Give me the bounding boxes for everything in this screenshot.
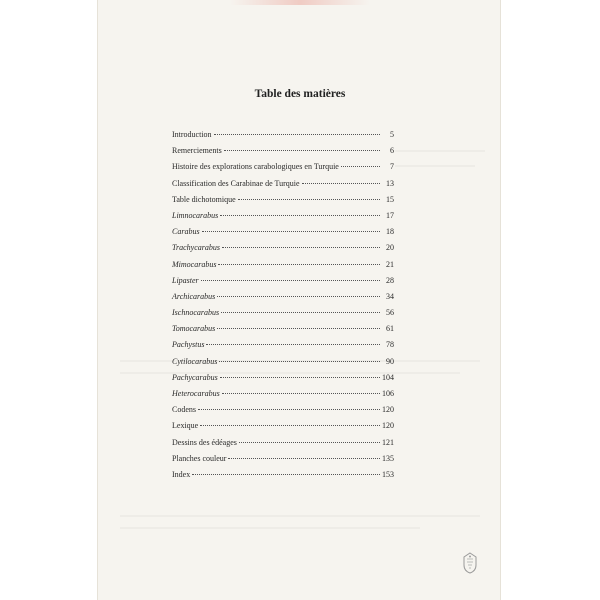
table-of-contents: [172, 130, 394, 486]
toc-dot-leader: [206, 344, 380, 345]
toc-dot-leader: [202, 231, 380, 232]
toc-dot-leader: [218, 264, 380, 265]
toc-entry-page-number: 20: [386, 243, 394, 253]
show-through: [120, 527, 420, 529]
toc-entry: [172, 340, 394, 356]
toc-entry: [172, 179, 394, 195]
toc-entry-page-number: 104: [382, 372, 394, 382]
toc-entry: [172, 211, 394, 227]
toc-entry: [172, 276, 394, 292]
toc-entry-page-number: 56: [386, 308, 394, 318]
toc-dot-leader: [302, 183, 380, 184]
toc-entry: [172, 162, 394, 178]
toc-entry-page-number: 17: [386, 210, 394, 220]
toc-dot-leader: [224, 150, 380, 151]
toc-entry-page-number: 7: [390, 162, 394, 172]
toc-entry-label: Trachycarabus: [172, 243, 220, 253]
toc-entry: [172, 195, 394, 211]
top-color-tint: [230, 0, 370, 5]
toc-entry-label: Carabus: [172, 227, 200, 237]
toc-entry: [172, 243, 394, 259]
toc-entry-page-number: 15: [386, 194, 394, 204]
toc-entry-label: Limnocarabus: [172, 210, 219, 220]
toc-dot-leader: [220, 215, 380, 216]
toc-dot-leader: [217, 328, 380, 329]
toc-dot-leader: [214, 134, 380, 135]
toc-entry-label: Table dichotomique: [172, 194, 236, 204]
toc-entry-page-number: 18: [386, 227, 394, 237]
toc-entry: [172, 324, 394, 340]
toc-entry: [172, 389, 394, 405]
toc-dot-leader: [220, 377, 380, 378]
toc-entry-label: Pachycarabus: [172, 372, 218, 382]
toc-dot-leader: [192, 474, 380, 475]
show-through: [395, 165, 475, 167]
toc-dot-leader: [201, 280, 380, 281]
show-through: [120, 515, 480, 517]
toc-entry-label: Codens: [172, 405, 196, 415]
toc-entry-page-number: 153: [382, 469, 394, 479]
toc-entry: [172, 292, 394, 308]
page-title: Table des matières: [254, 88, 346, 100]
toc-entry-label: Dessins des édéages: [172, 437, 237, 447]
toc-entry-page-number: 121: [382, 437, 394, 447]
toc-entry-label: Planches couleur: [172, 453, 227, 463]
show-through: [395, 150, 485, 152]
toc-dot-leader: [219, 361, 380, 362]
toc-entry-page-number: 34: [386, 291, 394, 301]
toc-entry-label: Ischnocarabus: [172, 308, 220, 318]
toc-entry: [172, 373, 394, 389]
publisher-emblem-icon: [462, 552, 478, 574]
toc-entry-page-number: 120: [382, 405, 394, 415]
toc-entry: [172, 146, 394, 162]
toc-dot-leader: [341, 166, 380, 167]
toc-entry-page-number: 78: [386, 340, 394, 350]
toc-entry: [172, 260, 394, 276]
toc-dot-leader: [200, 425, 380, 426]
toc-entry: [172, 357, 394, 373]
toc-dot-leader: [228, 458, 380, 459]
toc-dot-leader: [222, 393, 380, 394]
toc-entry-label: Classification des Carabinae de Turquie: [172, 178, 300, 188]
toc-entry-label: Cytilocarabus: [172, 356, 218, 366]
toc-entry-page-number: 106: [382, 389, 394, 398]
toc-dot-leader: [198, 409, 380, 410]
toc-entry-label: Lexique: [172, 421, 199, 431]
toc-dot-leader: [239, 442, 380, 443]
toc-dot-leader: [238, 199, 380, 200]
toc-entry-page-number: 6: [390, 146, 394, 156]
toc-dot-leader: [217, 296, 380, 297]
toc-entry-label: Histoire des explorations carabologiques en Turquie: [172, 162, 339, 172]
toc-entry-label: Introduction: [172, 130, 212, 139]
toc-entry: [172, 130, 394, 146]
toc-entry-page-number: 135: [382, 453, 394, 463]
toc-entry: [172, 438, 394, 454]
toc-entry: [172, 308, 394, 324]
toc-entry: [172, 454, 394, 470]
toc-entry-page-number: 90: [386, 356, 394, 366]
toc-dot-leader: [222, 247, 380, 248]
toc-dot-leader: [221, 312, 380, 313]
toc-entry-label: Index: [172, 469, 191, 479]
toc-entry-page-number: 61: [386, 324, 394, 334]
toc-entry-label: Heterocarabus: [172, 389, 220, 398]
toc-entry-label: Archicarabus: [172, 291, 216, 301]
toc-entry-page-number: 28: [386, 275, 394, 285]
toc-entry: [172, 421, 394, 437]
toc-entry-label: Lipaster: [172, 275, 199, 285]
toc-entry: [172, 470, 394, 486]
toc-entry: [172, 405, 394, 421]
toc-entry-page-number: 21: [386, 259, 394, 269]
toc-entry-label: Mimocarabus: [172, 259, 217, 269]
toc-entry-page-number: 5: [390, 130, 394, 139]
toc-entry: [172, 227, 394, 243]
toc-entry-page-number: 120: [382, 421, 394, 431]
toc-entry-label: Pachystus: [172, 340, 205, 350]
toc-entry-page-number: 13: [386, 178, 394, 188]
toc-entry-label: Remerciements: [172, 146, 222, 156]
toc-entry-label: Tomocarabus: [172, 324, 216, 334]
